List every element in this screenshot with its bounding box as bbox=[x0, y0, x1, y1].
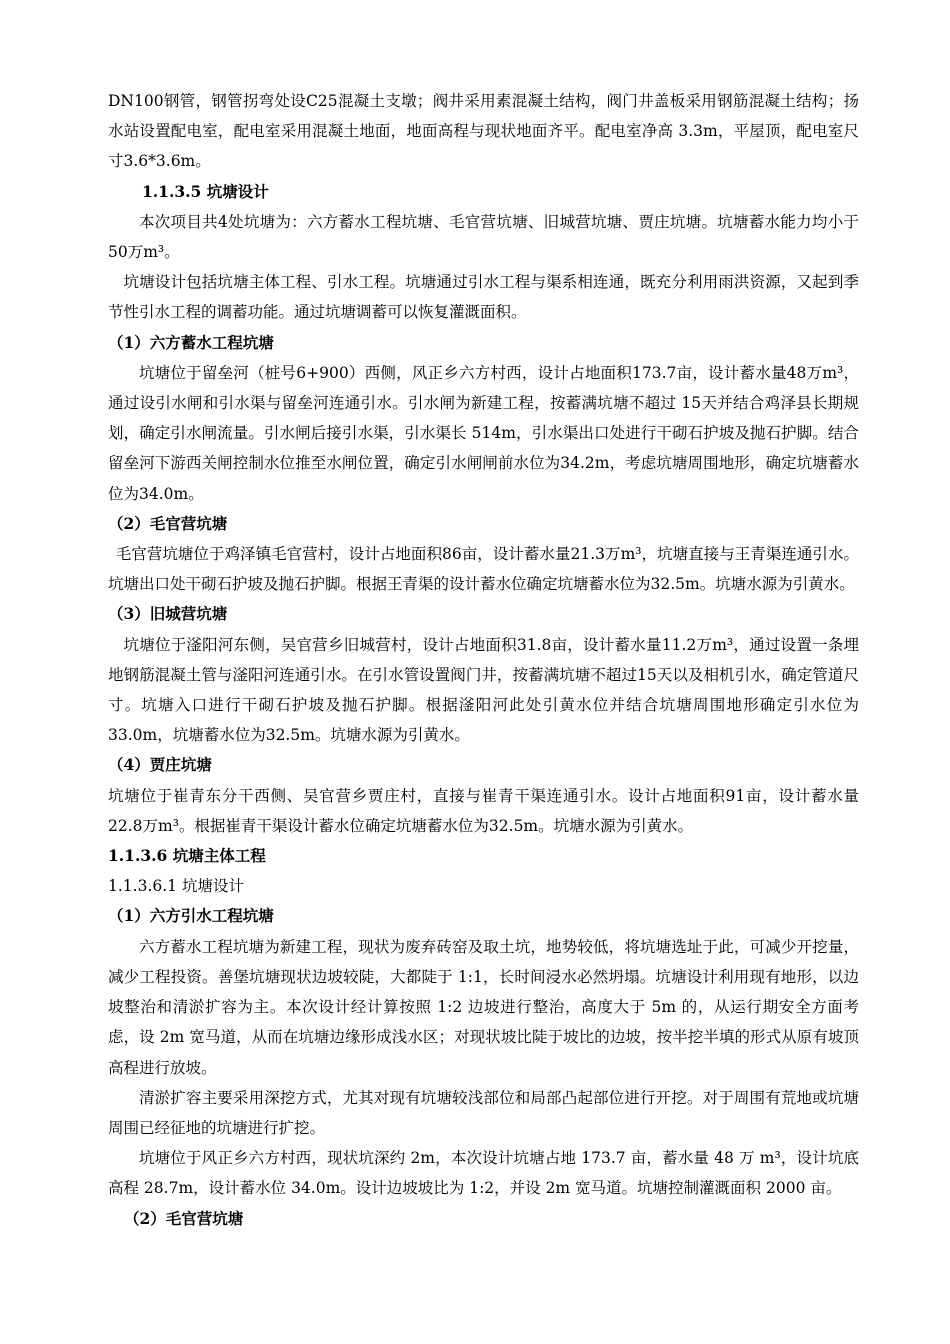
subheading-maoguanying: （2）毛官营坑塘 bbox=[108, 513, 228, 533]
subheading-jiazhuang: （4）贾庄坑塘 bbox=[108, 755, 212, 775]
paragraph-pond-design-scope: 坑塘设计包括坑塘主体工程、引水工程。坑塘通过引水工程与渠系相连通，既充分利用雨洪资源，又起到季节性引水工程的调蓄功能。通过坑塘调蓄可以恢复灌溉面积。 bbox=[108, 273, 859, 322]
subheading-jiuchengying: （3）旧城营坑塘 bbox=[108, 604, 228, 624]
subheading-liufang: （1）六方蓄水工程坑塘 bbox=[108, 332, 274, 352]
document-body bbox=[108, 86, 859, 1234]
paragraph-jiuchengying: 坑塘位于滏阳河东侧，吴官营乡旧城营村，设计占地面积31.8亩，设计蓄水量11.2万m³，通过设置一条埋地钢筋混凝土管与滏阳河连通引水。在引水管设置阀门井，按蓄满坑塘不超过15天以及相机引水，确定管道尺寸。坑塘入口进行干砌石护坡及抛石护脚。根据滏阳河此处引黄水位并结合坑塘周围地形确定引水位为33.0m，坑塘蓄水位为32.5m。坑塘水源为引黄水。 bbox=[108, 635, 859, 745]
subheading-liufang-main: （1）六方引水工程坑塘 bbox=[108, 906, 274, 926]
paragraph-liufang-main: 六方蓄水工程坑塘为新建工程，现状为废弃砖窑及取土坑，地势较低，将坑塘选址于此，可减少开挖量，减少工程投资。善堡坑塘现状边坡较陡，大都陡于 1:1，长时间浸水必然坍塌。坑塘设计利用现有地形，以边坡整治和清淤扩容为主。本次设计经计算按照 1:2 边坡进行整治，高度大于 5m 的，从运行期安全方面考虑，设 2m 宽马道，从而在坑塘边缘形成浅水区；对现状坡比陡于坡比的边坡，按半挖半填的形式从原有坡顶高程进行放坡。 bbox=[108, 937, 859, 1077]
paragraph-jiazhuang: 坑塘位于崔青东分干西侧、吴官营乡贾庄村，直接与崔青干渠连通引水。设计占地面积91亩，设计蓄水量22.8万m³。根据崔青干渠设计蓄水位确定坑塘蓄水位为32.5m。坑塘水源为引黄水。 bbox=[108, 786, 859, 835]
subheading-maoguanying-main: （2）毛官营坑塘 bbox=[124, 1208, 244, 1228]
paragraph-pond-overview: 本次项目共4处坑塘为：六方蓄水工程坑塘、毛官营坑塘、旧城营坑塘、贾庄坑塘。坑塘蓄水能力均小于50万m³。 bbox=[108, 212, 859, 262]
paragraph-liufang-location: 坑塘位于风正乡六方村西，现状坑深约 2m，本次设计坑塘占地 173.7 亩，蓄水量 48 万 m³，设计坑底高程 28.7m，设计蓄水位 34.0m。设计边坡坡比为 1:2，并设 2m 宽马道。坑塘控制灌溉面积 2000 亩。 bbox=[108, 1149, 859, 1198]
paragraph-maoguanying: 毛官营坑塘位于鸡泽镇毛官营村，设计占地面积86亩，设计蓄水量21.3万m³，坑塘直接与王青渠连通引水。坑塘出口处干砌石护坡及抛石护脚。根据王青渠的设计蓄水位确定坑塘蓄水位为32.5m。坑塘水源为引黄水。 bbox=[108, 545, 859, 594]
paragraph-liufang: 坑塘位于留垒河（桩号6+900）西侧，风正乡六方村西，设计占地面积173.7亩，设计蓄水量48万m³，通过设引水闸和引水渠与留垒河连通引水。引水闸为新建工程，按蓄满坑塘不超过 15天并结合鸡泽县长期规划，确定引水闸流量。引水闸后接引水渠，引水渠长 514m，引水渠出口处进行干砌石护坡及抛石护脚。结合留垒河下游西关闸控制水位推至水闸位置，确定引水闸闸前水位为34.2m，考虑坑塘周围地形，确定坑塘蓄水位为34.0m。 bbox=[108, 363, 859, 503]
paragraph-dredging: 清淤扩容主要采用深挖方式，尤其对现有坑塘较浅部位和局部凸起部位进行开挖。对于周围有荒地或坑塘周围已经征地的坑塘进行扩挖。 bbox=[108, 1088, 859, 1137]
section-heading-1136: 1.1.3.6 坑塘主体工程 bbox=[108, 846, 266, 866]
section-heading-11361: 1.1.3.6.1 坑塘设计 bbox=[108, 877, 244, 896]
paragraph-pump-station: DN100钢管，钢管拐弯处设C25混凝土支墩；阀井采用素混凝土结构，阀门井盖板采用钢筋混凝土结构；扬水站设置配电室，配电室采用混凝土地面，地面高程与现状地面齐平。配电室净高 3.3m，平屋顶，配电室尺寸3.6*3.6m。 bbox=[108, 92, 859, 171]
section-heading-1135: 1.1.3.5 坑塘设计 bbox=[142, 181, 269, 201]
